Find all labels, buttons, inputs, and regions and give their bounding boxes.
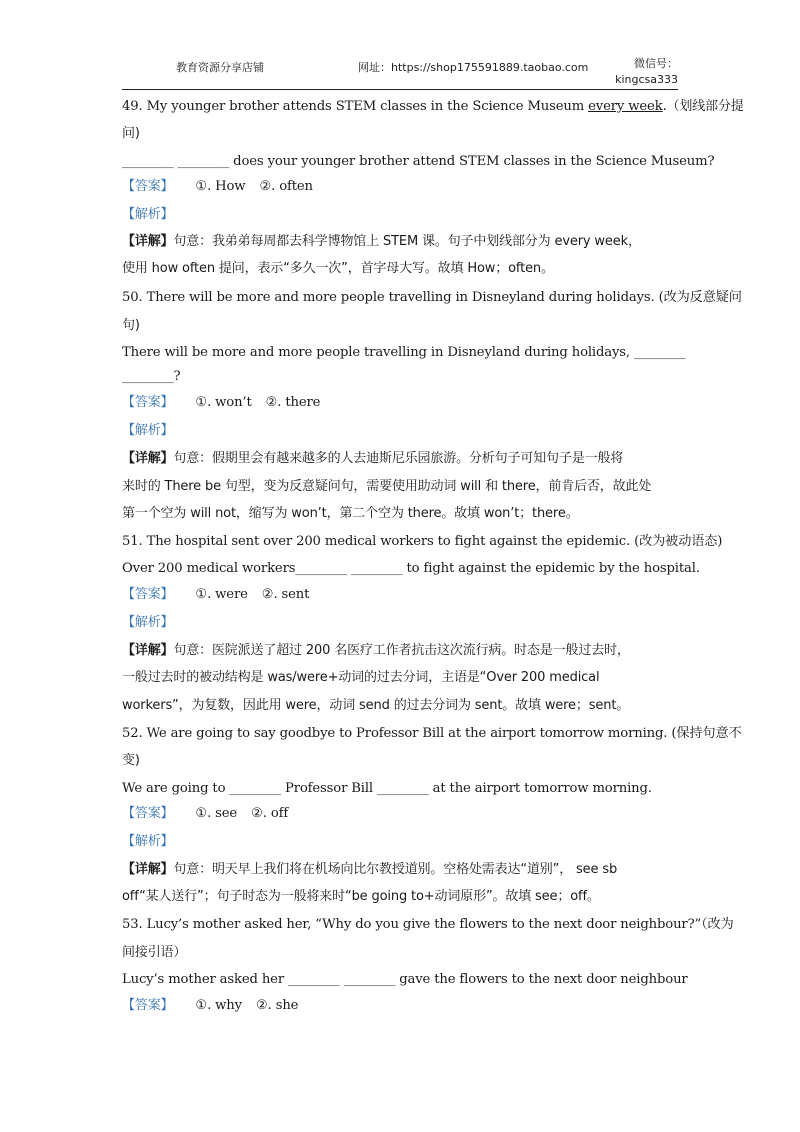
q50-detail: 【详解】句意：假期里会有越来越多的人去迪斯尼乐园旅游。分析句子可知句子是一般将 <box>122 451 624 466</box>
q50-blank-sentence: There will be more and more people travelling in Disneyland during holidays, ________ <box>122 345 686 360</box>
q50-prompt-cont: 句) <box>122 318 140 333</box>
q51-answer: 【答案】 ①. were ②. sent <box>122 587 310 602</box>
q49-prompt-cont: 问) <box>122 126 140 141</box>
q50-detail-cont2: 第一个空为 will not，缩写为 won’t，第二个空为 there。故填 won’t；there。 <box>122 506 579 521</box>
wechat-label: 微信号： <box>634 57 678 70</box>
shop-url: 网址：https://shop175591889.taobao.com <box>358 61 589 74</box>
header-divider <box>122 89 678 90</box>
q49-analysis-label: 【解析】 <box>122 207 174 222</box>
q53-blank-sentence: Lucy’s mother asked her ________ ________ gave the flowers to the next door neighbour <box>122 972 688 987</box>
q51-analysis-label: 【解析】 <box>122 615 174 630</box>
q51-prompt: 51. The hospital sent over 200 medical workers to fight against the epidemic. (改为被动语态) <box>122 534 723 549</box>
q49-answer: 【答案】 ①. How ②. often <box>122 179 313 194</box>
q50-prompt: 50. There will be more and more people travelling in Disneyland during holidays. (改为反意疑问 <box>122 290 742 305</box>
shop-name: 教育资源分享店铺 <box>176 61 264 74</box>
q52-analysis-label: 【解析】 <box>122 834 174 849</box>
q53-prompt-cont: 间接引语） <box>122 945 187 960</box>
q51-detail-cont2: workers”，为复数，因此用 were，动词 send 的过去分词为 sent。故填 were；sent。 <box>122 698 630 713</box>
q52-detail: 【详解】句意：明天早上我们将在机场向比尔教授道别。空格处需表达“道别”， see sb <box>122 862 618 877</box>
q49-underlined: every week <box>588 99 663 114</box>
q51-detail-cont1: 一般过去时的被动结构是 was/were+动词的过去分词，主语是“Over 200 medical <box>122 670 600 685</box>
q49-prompt: 49. My younger brother attends STEM classes in the Science Museum every week.（划线部分提 <box>122 99 744 114</box>
q52-detail-cont: off“某人送行”；句子时态为一般将来时“be going to+动词原形”。故填 see；off。 <box>122 889 600 904</box>
wechat-info <box>615 56 678 88</box>
q49-detail-cont: 使用 how often 提问，表示“多久一次”，首字母大写。故填 How；often。 <box>122 261 554 276</box>
q52-blank-sentence: We are going to ________ Professor Bill ________ at the airport tomorrow morning. <box>122 781 652 796</box>
q51-detail: 【详解】句意：医院派送了超过 200 名医疗工作者抗击这次流行病。时态是一般过去时， <box>122 643 630 658</box>
q52-answer: 【答案】 ①. see ②. off <box>122 806 289 821</box>
q50-answer: 【答案】 ①. won’t ②. there <box>122 395 321 410</box>
q52-prompt: 52. We are going to say goodbye to Professor Bill at the airport tomorrow morning. (保持句意不 <box>122 726 742 741</box>
q51-blank-sentence: Over 200 medical workers________ ________ to fight against the epidemic by the hospital. <box>122 561 700 576</box>
q50-detail-cont1: 来时的 There be 句型，变为反意疑问句，需要使用助动词 will 和 there，前肯后否，故此处 <box>122 479 652 494</box>
q52-prompt-cont: 变) <box>122 753 140 768</box>
wechat-id: kingcsa333 <box>615 73 678 86</box>
q53-answer: 【答案】 ①. why ②. she <box>122 998 299 1013</box>
q50-blank-sentence-cont: ________? <box>122 369 181 384</box>
page-header <box>122 56 678 88</box>
q49-blank-sentence: ________ ________ does your younger brother attend STEM classes in the Science Museum? <box>122 154 715 169</box>
q49-detail: 【详解】句意：我弟弟每周都去科学博物馆上 STEM 课。句子中划线部分为 every week， <box>122 234 641 249</box>
q50-analysis-label: 【解析】 <box>122 423 174 438</box>
q53-prompt: 53. Lucy’s mother asked her, “Why do you give the flowers to the next door neighbour?”（改为 <box>122 917 734 932</box>
